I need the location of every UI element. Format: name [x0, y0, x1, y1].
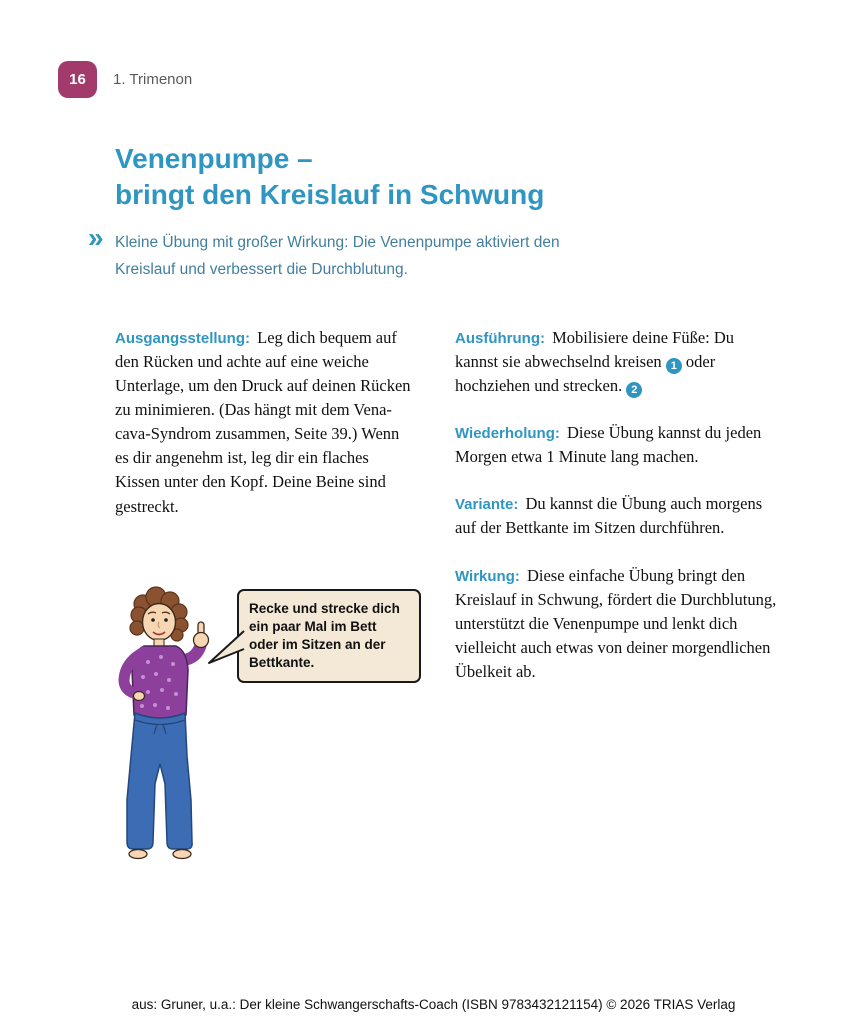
page-title-line2: bringt den Kreislauf in Schwung — [115, 178, 545, 210]
left-column — [115, 326, 417, 542]
section-text: Diese Übung kannst du jeden Morgen etwa 1 Minute lang machen. — [455, 423, 762, 467]
section-label: Variante: — [455, 496, 519, 514]
page-title-line1: Venenpumpe – — [115, 143, 313, 174]
section-label: Wiederholung: — [455, 425, 560, 443]
intro-text: Kleine Übung mit großer Wirkung: Die Venenpumpe aktiviert den Kreislauf und verbessert die Durchblutung. — [115, 234, 560, 278]
foot — [129, 850, 147, 859]
eye — [151, 618, 155, 622]
section-text: Du kannst die Übung auch morgens auf der Bettkante im Sitzen durchführen. — [455, 494, 763, 538]
pants — [127, 713, 192, 849]
section-wirkung — [455, 564, 777, 684]
right-column — [455, 326, 777, 707]
section-text: Leg dich bequem auf den Rücken und achte auf eine weiche Unterlage, um den Druck auf deinen Rücken zu minimieren. (Das hängt mit dem Vena-cava-Syndrom zusammen, Seite 39.) Wenn es dir angenehm ist, leg dir ein flaches Kissen unter den Kopf. Deine Beine sind gestreckt. — [115, 328, 411, 516]
section-variante — [455, 492, 777, 540]
footer-credit: aus: Gruner, u.a.: Der kleine Schwangerschafts-Coach (ISBN 9783432121154) © 2026 TRIAS Verlag — [131, 997, 736, 1012]
page-number: 16 — [69, 71, 86, 88]
hand — [134, 692, 145, 701]
speech-bubble-tail — [206, 629, 246, 669]
foot — [173, 850, 191, 859]
page-number-badge — [58, 61, 97, 98]
step-marker-2-icon: 2 — [626, 382, 642, 398]
section-ausfuehrung — [455, 326, 777, 398]
section-label: Ausgangsstellung: — [115, 330, 251, 347]
section-label: Ausführung: — [455, 330, 545, 347]
section-wiederholung — [455, 421, 777, 469]
eye — [164, 618, 168, 622]
section-ausgangsstellung — [115, 326, 417, 519]
step-marker-1-icon: 1 — [666, 358, 682, 374]
section-text: Diese einfache Übung bringt den Kreislauf in Schwung, fördert die Durchblutung, unterstützt die Venenpumpe und lenkt dich vielleicht auch etwas von deiner morgendlichen Übelkeit ab. — [455, 565, 777, 681]
section-text: oder hochziehen und strecken. — [455, 352, 716, 396]
double-chevron-icon: » — [88, 222, 104, 253]
speech-bubble-text: Recke und strecke dich ein paar Mal im Bett oder im Sitzen an der Bettkante. — [249, 601, 400, 670]
section-text: Mobilisiere deine Füße: Du kannst sie abwechselnd kreisen — [455, 328, 735, 372]
speech-bubble — [237, 589, 421, 683]
section-label: Wirkung: — [455, 567, 520, 585]
chapter-label: 1. Trimenon — [113, 71, 193, 88]
page-title — [115, 141, 544, 213]
